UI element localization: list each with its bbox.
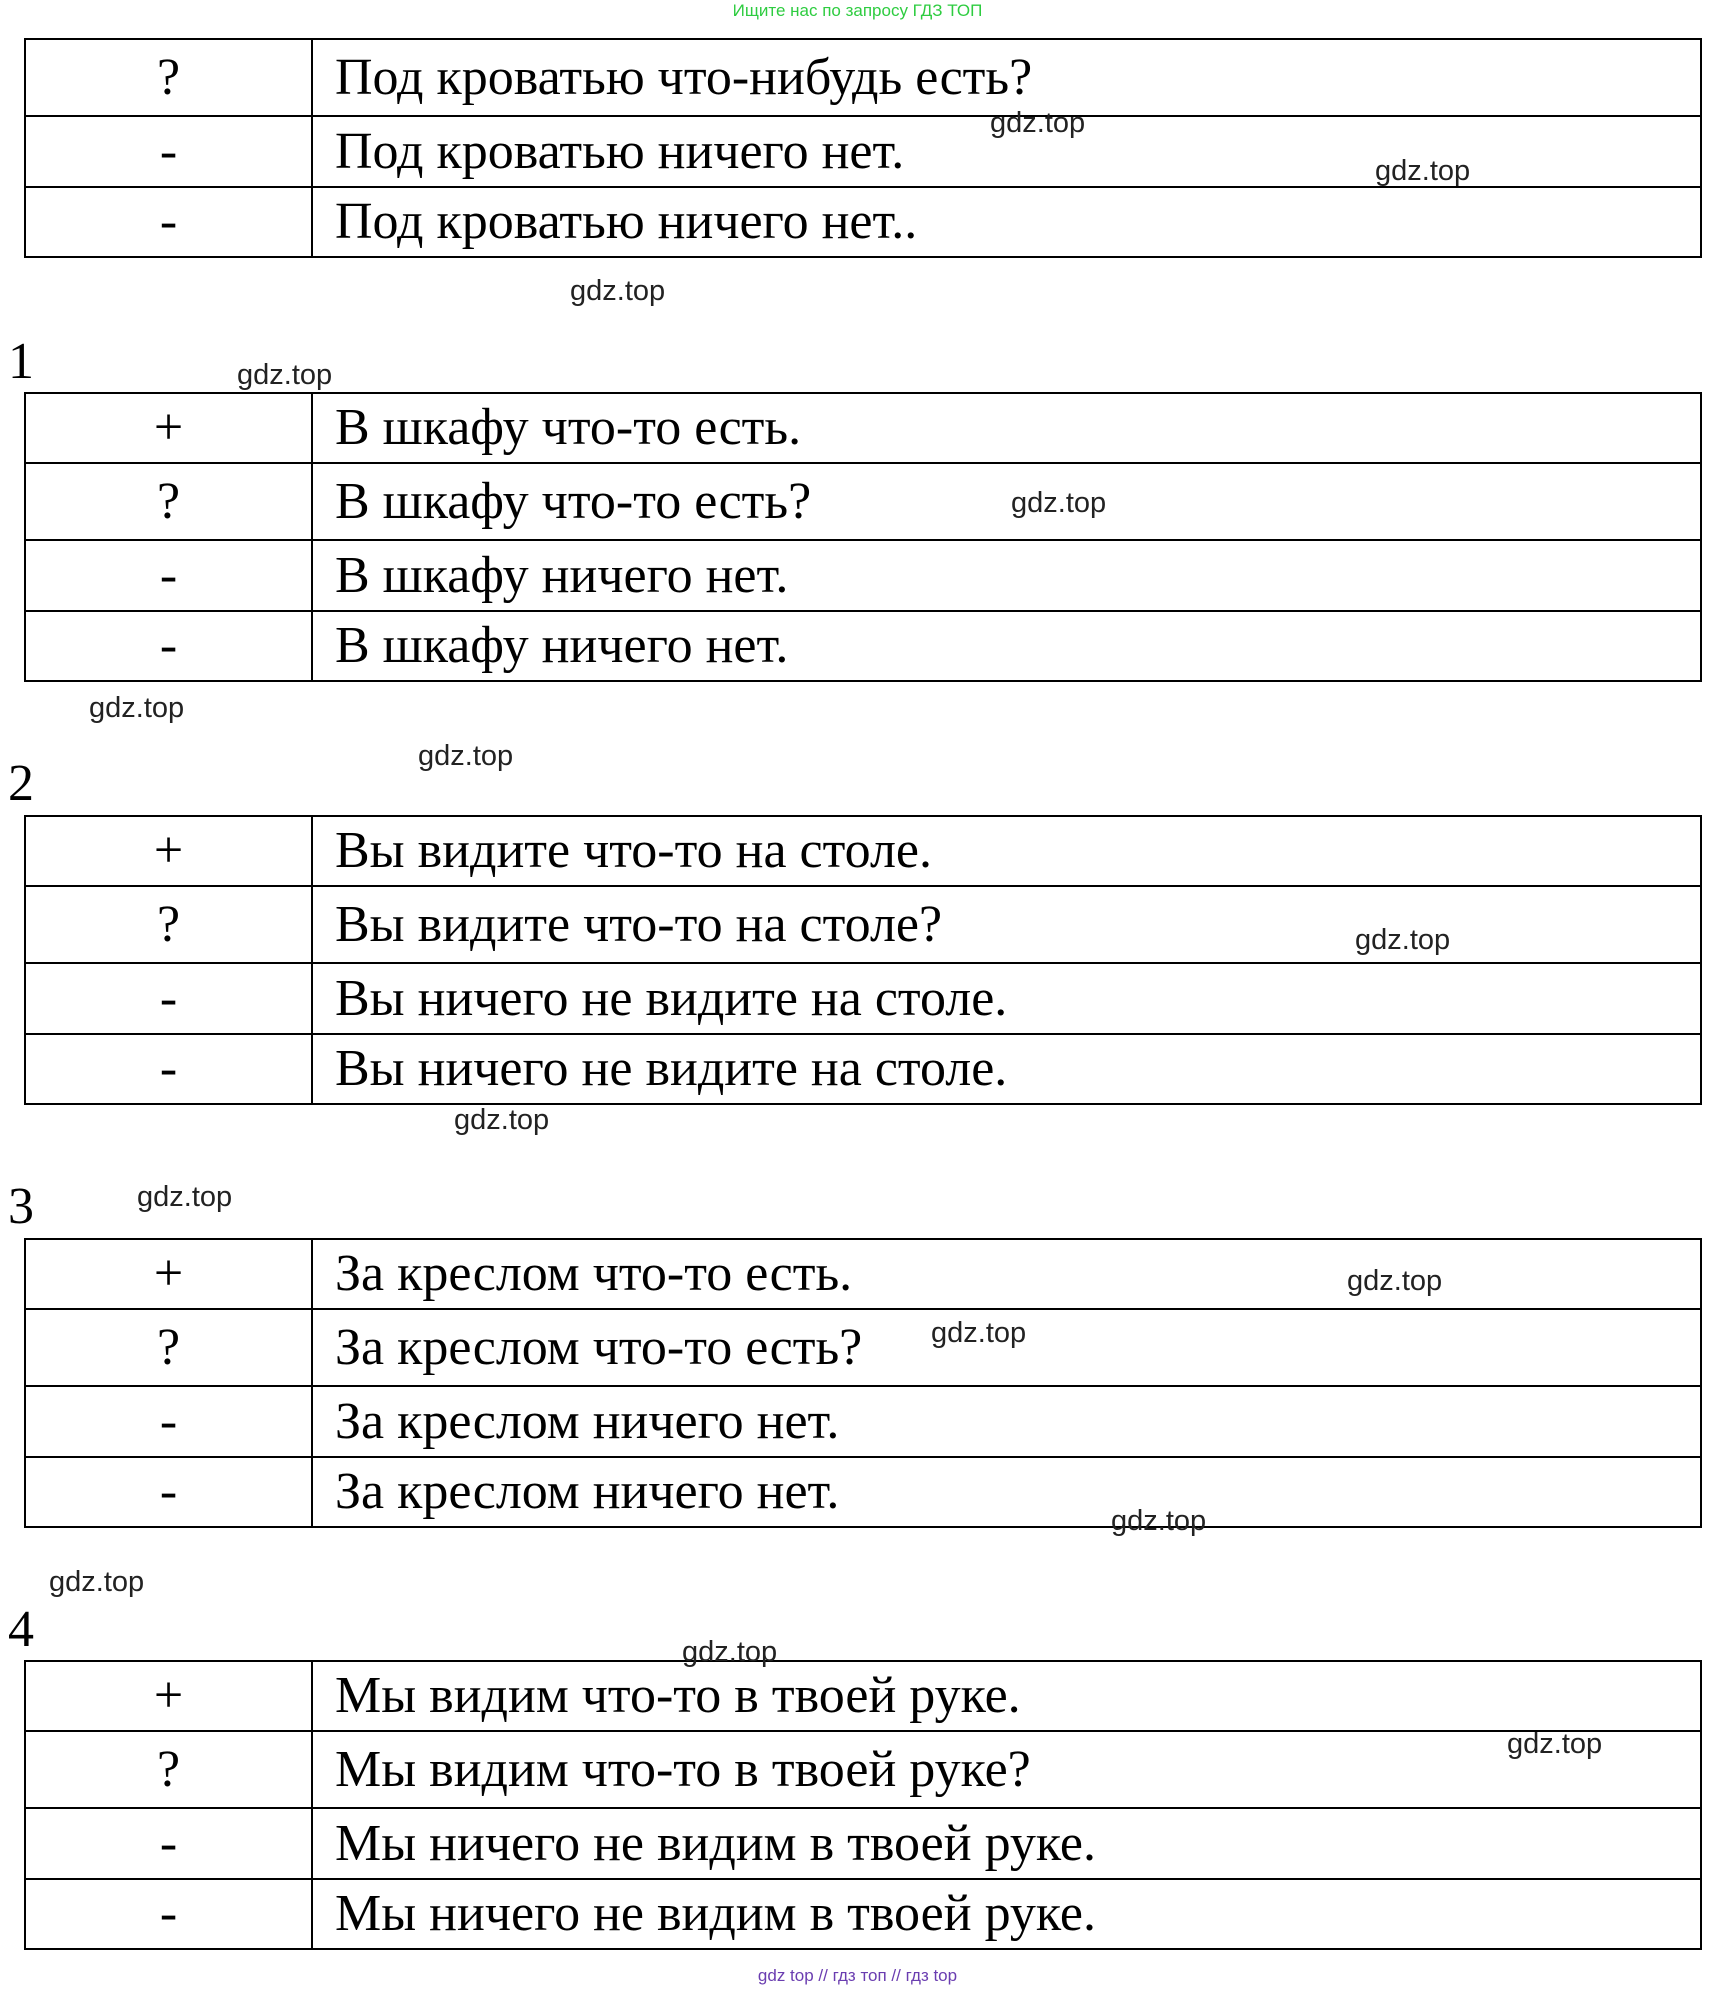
row-sentence: Вы видите что-то на столе. <box>312 816 1701 886</box>
row-sentence: За креслом ничего нет. <box>312 1457 1701 1527</box>
row-symbol: - <box>25 116 312 187</box>
row-symbol: - <box>25 1034 312 1104</box>
row-symbol: ? <box>25 1731 312 1808</box>
top-banner: Ищите нас по запросу ГДЗ ТОП <box>732 1 983 20</box>
exercise-table-2 <box>24 815 1702 1105</box>
table-row <box>25 1661 1701 1731</box>
row-sentence: Под кроватью ничего нет. <box>312 116 1701 187</box>
table-row <box>25 540 1701 611</box>
watermark: gdz.top <box>1507 1728 1603 1760</box>
row-sentence: Мы ничего не видим в твоей руке. <box>312 1879 1701 1949</box>
footer-watermark: gdz top // гдз топ // гдз top <box>757 1966 958 1985</box>
row-symbol: - <box>25 1879 312 1949</box>
exercise-table-4 <box>24 1660 1702 1950</box>
exercise-number-4: 4 <box>8 1601 34 1658</box>
row-sentence: В шкафу что-то есть? <box>312 463 1701 540</box>
row-sentence: Вы видите что-то на столе? <box>312 886 1701 963</box>
watermark: gdz.top <box>1347 1265 1443 1297</box>
row-sentence: За креслом ничего нет. <box>312 1386 1701 1457</box>
table-row <box>25 393 1701 463</box>
row-sentence: За креслом что-то есть? <box>312 1309 1701 1386</box>
watermark: gdz.top <box>418 740 514 772</box>
row-symbol: - <box>25 1808 312 1879</box>
row-sentence: Мы ничего не видим в твоей руке. <box>312 1808 1701 1879</box>
watermark: gdz.top <box>682 1636 778 1668</box>
row-symbol: + <box>25 393 312 463</box>
watermark: gdz.top <box>931 1317 1027 1349</box>
row-sentence: В шкафу ничего нет. <box>312 611 1701 681</box>
table-row <box>25 1386 1701 1457</box>
row-sentence: За креслом что-то есть. <box>312 1239 1701 1309</box>
watermark: gdz.top <box>570 275 666 307</box>
exercise-number-2: 2 <box>8 755 34 812</box>
row-sentence: Мы видим что-то в твоей руке? <box>312 1731 1701 1808</box>
exercise-number-1: 1 <box>8 333 34 390</box>
watermark: gdz.top <box>454 1104 550 1136</box>
row-symbol: ? <box>25 463 312 540</box>
row-sentence: Под кроватью ничего нет.. <box>312 187 1701 257</box>
table-row <box>25 611 1701 681</box>
row-sentence: Под кроватью что-нибудь есть? <box>312 39 1701 116</box>
table-row <box>25 187 1701 257</box>
row-symbol: - <box>25 611 312 681</box>
watermark: gdz.top <box>89 692 185 724</box>
row-symbol: - <box>25 1386 312 1457</box>
row-symbol: - <box>25 1457 312 1527</box>
table-row <box>25 463 1701 540</box>
watermark: gdz.top <box>1011 487 1107 519</box>
exercise-table-1 <box>24 392 1702 682</box>
table-row <box>25 1879 1701 1949</box>
table-row <box>25 1034 1701 1104</box>
watermark: gdz.top <box>237 359 333 391</box>
row-symbol: - <box>25 540 312 611</box>
row-sentence: В шкафу что-то есть. <box>312 393 1701 463</box>
watermark: gdz.top <box>990 107 1086 139</box>
watermark: gdz.top <box>1355 924 1451 956</box>
watermark: gdz.top <box>137 1181 233 1213</box>
row-symbol: - <box>25 963 312 1034</box>
watermark: gdz.top <box>49 1566 145 1598</box>
row-symbol: + <box>25 1239 312 1309</box>
table-row <box>25 1309 1701 1386</box>
table-row <box>25 816 1701 886</box>
row-sentence: Вы ничего не видите на столе. <box>312 963 1701 1034</box>
exercise-table-0 <box>24 38 1702 258</box>
row-sentence: Вы ничего не видите на столе. <box>312 1034 1701 1104</box>
exercise-table-3 <box>24 1238 1702 1528</box>
table-row <box>25 963 1701 1034</box>
row-symbol: ? <box>25 1309 312 1386</box>
row-symbol: + <box>25 1661 312 1731</box>
table-row <box>25 1731 1701 1808</box>
table-row <box>25 1239 1701 1309</box>
row-symbol: - <box>25 187 312 257</box>
table-row <box>25 1457 1701 1527</box>
watermark: gdz.top <box>1111 1505 1207 1537</box>
row-symbol: + <box>25 816 312 886</box>
exercise-number-3: 3 <box>8 1178 34 1235</box>
row-symbol: ? <box>25 886 312 963</box>
row-symbol: ? <box>25 39 312 116</box>
watermark: gdz.top <box>1375 155 1471 187</box>
row-sentence: В шкафу ничего нет. <box>312 540 1701 611</box>
table-row <box>25 39 1701 116</box>
row-sentence: Мы видим что-то в твоей руке. <box>312 1661 1701 1731</box>
table-row <box>25 1808 1701 1879</box>
